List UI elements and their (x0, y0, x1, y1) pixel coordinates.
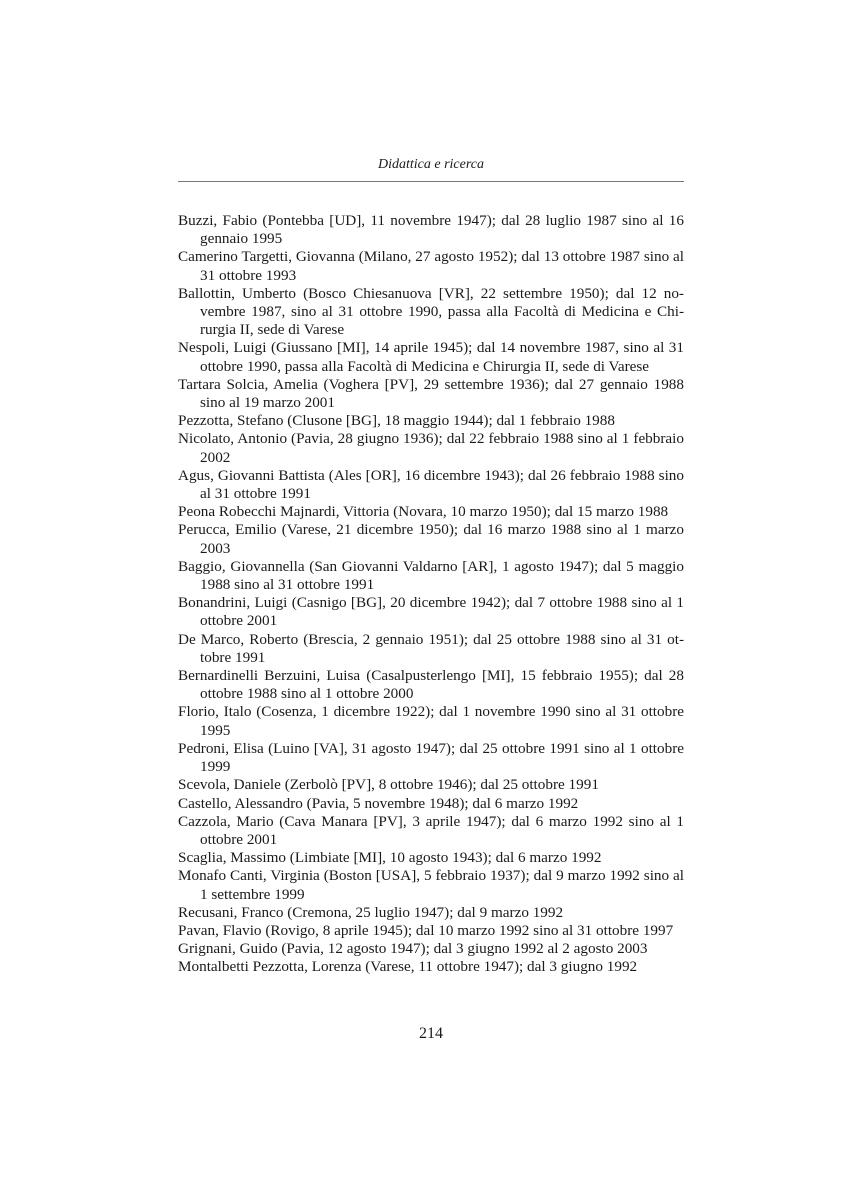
list-item: Castello, Alessandro (Pavia, 5 novembre 1948); dal 6 marzo 1992 (178, 794, 579, 812)
list-item: Buzzi, Fabio (Pontebba [UD], 11 novembre 1947); dal 28 luglio 1987 sino al 16 gennaio 1995 (178, 212, 684, 248)
list-item: Pezzotta, Stefano (Clusone [BG], 18 maggio 1944); dal 1 febbraio 1988 (178, 412, 615, 430)
list-item: Agus, Giovanni Battista (Ales [OR], 16 dicembre 1943); dal 26 febbraio 1988 sino al 31 ottobre 1991 (178, 466, 684, 503)
list-item: Florio, Italo (Cosenza, 1 dicembre 1922); dal 1 novembre 1990 sino al 31 ottobre 1995 (178, 703, 684, 739)
list-item: Grignani, Guido (Pavia, 12 agosto 1947); dal 3 giugno 1992 al 2 agosto 2003 (178, 940, 648, 958)
list-item: Cazzola, Mario (Cava Manara [PV], 3 aprile 1947); dal 6 marzo 1992 sino al 1 ottobre 2001 (178, 812, 684, 848)
list-item: Perucca, Emilio (Varese, 21 dicembre 1950); dal 16 marzo 1988 sino al 1 marzo 2003 (178, 521, 684, 557)
list-item: Baggio, Giovannella (San Giovanni Valdarno [AR], 1 agosto 1947); dal 5 maggio 1988 sino al 31 ottobre 1991 (178, 557, 684, 594)
running-head-title: Didattica e ricerca (377, 157, 484, 172)
faculty-entry-list (178, 212, 684, 977)
list-item: Pavan, Flavio (Rovigo, 8 aprile 1945); dal 10 marzo 1992 sino al 31 ottobre 1997 (178, 921, 674, 939)
list-item: Recusani, Franco (Cremona, 25 luglio 1947); dal 9 marzo 1992 (178, 903, 564, 921)
list-item: Scaglia, Massimo (Limbiate [MI], 10 agosto 1943); dal 6 marzo 1992 (178, 849, 602, 867)
header-rule (178, 181, 684, 182)
page-number: 214 (419, 1025, 443, 1042)
list-item: Bonandrini, Luigi (Casnigo [BG], 20 dicembre 1942); dal 7 ottobre 1988 sino al 1 ottobre 2001 (178, 594, 684, 630)
list-item: Montalbetti Pezzotta, Lorenza (Varese, 11 ottobre 1947); dal 3 giugno 1992 (178, 958, 638, 976)
list-item: Camerino Targetti, Giovanna (Milano, 27 agosto 1952); dal 13 ottobre 1987 sino al 31 ottobre 1993 (178, 248, 684, 284)
list-item: De Marco, Roberto (Brescia, 2 gennaio 1951); dal 25 ottobre 1988 sino al 31 ot-tobre 1991 (178, 630, 684, 666)
list-item: Ballottin, Umberto (Bosco Chiesanuova [VR], 22 settembre 1950); dal 12 no-vembre 1987, sino al 31 ottobre 1990, passa alla Facoltà di Medicina e Chi-rurgia II, sede di Varese (178, 284, 684, 339)
list-item: Pedroni, Elisa (Luino [VA], 31 agosto 1947); dal 25 ottobre 1991 sino al 1 ottobre 1999 (178, 739, 684, 776)
list-item: Scevola, Daniele (Zerbolò [PV], 8 ottobre 1946); dal 25 ottobre 1991 (178, 776, 599, 794)
list-item: Nespoli, Luigi (Giussano [MI], 14 aprile 1945); dal 14 novembre 1987, sino al 31 ottobre 1990, passa alla Facoltà di Medicina e Chirurgia II, sede di Varese (178, 339, 684, 375)
list-item: Bernardinelli Berzuini, Luisa (Casalpusterlengo [MI], 15 febbraio 1955); dal 28 ottobre 1988 sino al 1 ottobre 2000 (178, 667, 684, 703)
list-item: Peona Robecchi Majnardi, Vittoria (Novara, 10 marzo 1950); dal 15 marzo 1988 (178, 503, 669, 521)
list-item: Tartara Solcia, Amelia (Voghera [PV], 29 settembre 1936); dal 27 gennaio 1988 sino al 19 marzo 2001 (178, 375, 684, 412)
list-item: Nicolato, Antonio (Pavia, 28 giugno 1936); dal 22 febbraio 1988 sino al 1 febbraio 2002 (178, 430, 684, 466)
list-item: Monafo Canti, Virginia (Boston [USA], 5 febbraio 1937); dal 9 marzo 1992 sino al 1 settembre 1999 (178, 867, 684, 903)
